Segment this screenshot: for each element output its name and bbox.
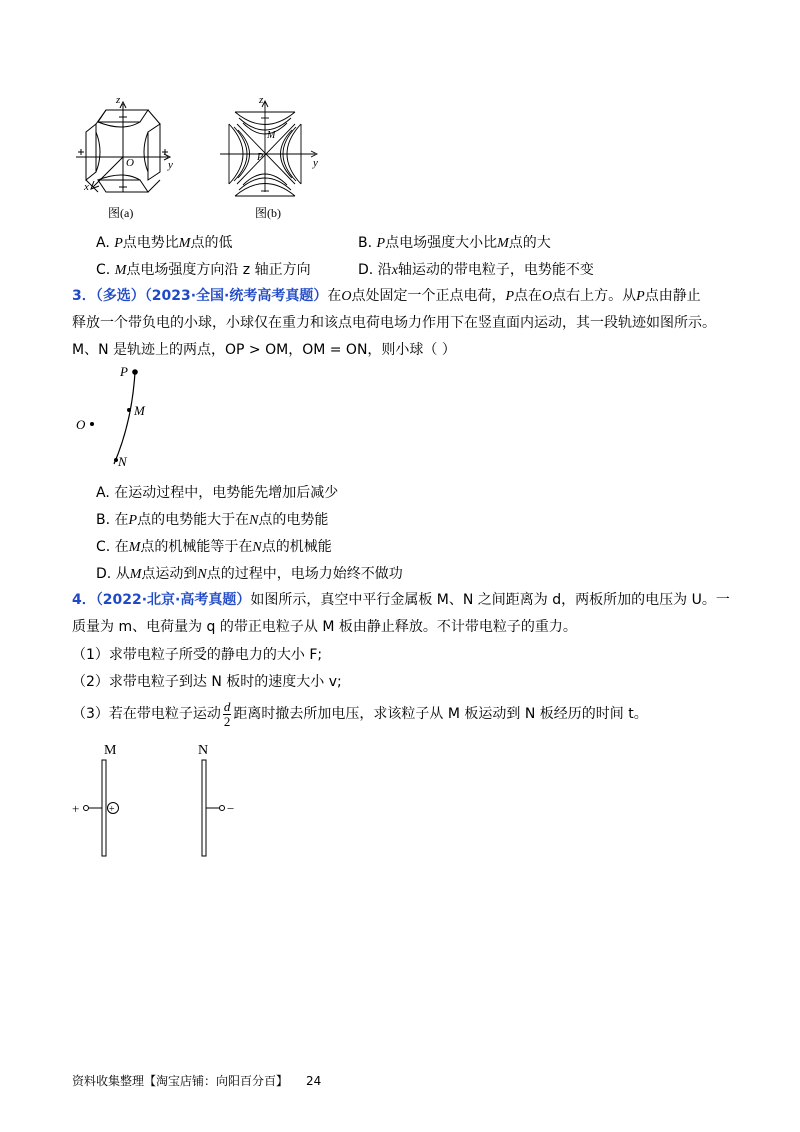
q2-option-b[interactable]: B. P点电场强度大小比M点的大 <box>358 235 551 251</box>
q4-stem-line2: 质量为 m、电荷量为 q 的带正电粒子从 M 板由静止释放。不计带电粒子的重力。 <box>72 619 577 635</box>
axis-y-label: y <box>168 159 173 171</box>
q4-stem-line1: 4．（2022·北京·高考真题）如图所示，真空中平行金属板 M、N 之间距离为 d，两板所加的电压为 U。一 <box>72 592 730 608</box>
point-m-label: M <box>134 403 145 418</box>
q4-sub-question-3: （3）若在带电粒子运动 $\frac{d}{2}$ 距离时撤去所加电压，求该粒子从 M 板运动到 N 板经历的时间 t。 <box>72 698 648 729</box>
axis-y-label: y <box>313 157 318 169</box>
page-number: 24 <box>306 1074 322 1088</box>
footer-source-text: 资料收集整理【淘宝店铺：向阳百分百】 <box>72 1074 289 1088</box>
q2-option-d[interactable]: D. 沿x轴运动的带电粒子，电势能不变 <box>358 262 594 278</box>
q2-option-a[interactable]: A. P点电势比M点的低 <box>96 235 233 251</box>
q4-sub-question-2: （2）求带电粒子到达 N 板时的速度大小 v; <box>72 674 342 690</box>
figure-a <box>68 92 178 222</box>
particle-charge-sign: + <box>109 804 115 815</box>
minus-terminal-label: − <box>227 801 235 816</box>
figure-b <box>215 92 325 222</box>
q3-stem-line3: M、N 是轨迹上的两点，OP > OM，OM = ON，则小球（ ） <box>72 342 456 358</box>
origin-label: O <box>126 157 134 169</box>
point-p-label: P <box>120 364 128 379</box>
point-p-label: P <box>257 152 264 163</box>
q4-sub-question-1: （1）求带电粒子所受的静电力的大小 F; <box>72 647 323 663</box>
figure-a-caption: 图(a) <box>108 206 134 220</box>
q4-number: 4． <box>72 592 96 608</box>
q4-plates-figure <box>68 740 248 865</box>
q3-option-d[interactable]: D. 从M点运动到N点的过程中，电场力始终不做功 <box>96 566 403 582</box>
page-footer <box>72 1072 321 1089</box>
q3-option-b[interactable]: B. 在P点的电势能大于在N点的电势能 <box>96 512 329 528</box>
plate-n-label: N <box>198 743 209 758</box>
q3-stem-line2: 释放一个带负电的小球，小球仅在重力和该点电荷电场力作用下在竖直面内运动，其一段轨迹如图所示。 <box>72 315 716 331</box>
axis-z-label: z <box>259 94 264 106</box>
q2-option-c[interactable]: C. M点电场强度方向沿 z 轴正方向 <box>96 262 311 278</box>
q3-option-c[interactable]: C. 在M点的机械能等于在N点的机械能 <box>96 539 332 555</box>
q3-trajectory-figure <box>70 362 180 472</box>
figure-b-caption: 图(b) <box>255 206 281 220</box>
q3-number: 3． <box>72 288 96 304</box>
q3-source-tag: （多选）（2023·全国·统考高考真题） <box>95 288 328 304</box>
fraction-d-over-2: $\frac{d}{2}$ <box>223 698 231 729</box>
point-o-label: O <box>76 417 86 432</box>
axis-x-label: x <box>84 181 89 193</box>
point-m-label: M <box>267 130 276 141</box>
plus-terminal-label: + <box>72 801 80 816</box>
point-n-label: N <box>118 454 127 469</box>
axis-z-label: z <box>116 94 121 106</box>
q3-option-a[interactable]: A. 在运动过程中，电势能先增加后减少 <box>96 485 339 501</box>
q4-source-tag: （2022·北京·高考真题） <box>95 592 251 608</box>
plate-m-label: M <box>104 743 117 758</box>
q3-stem-line1: 3．（多选）（2023·全国·统考高考真题）在O点处固定一个正点电荷，P点在O点右上方。从P点由静止 <box>72 288 701 304</box>
